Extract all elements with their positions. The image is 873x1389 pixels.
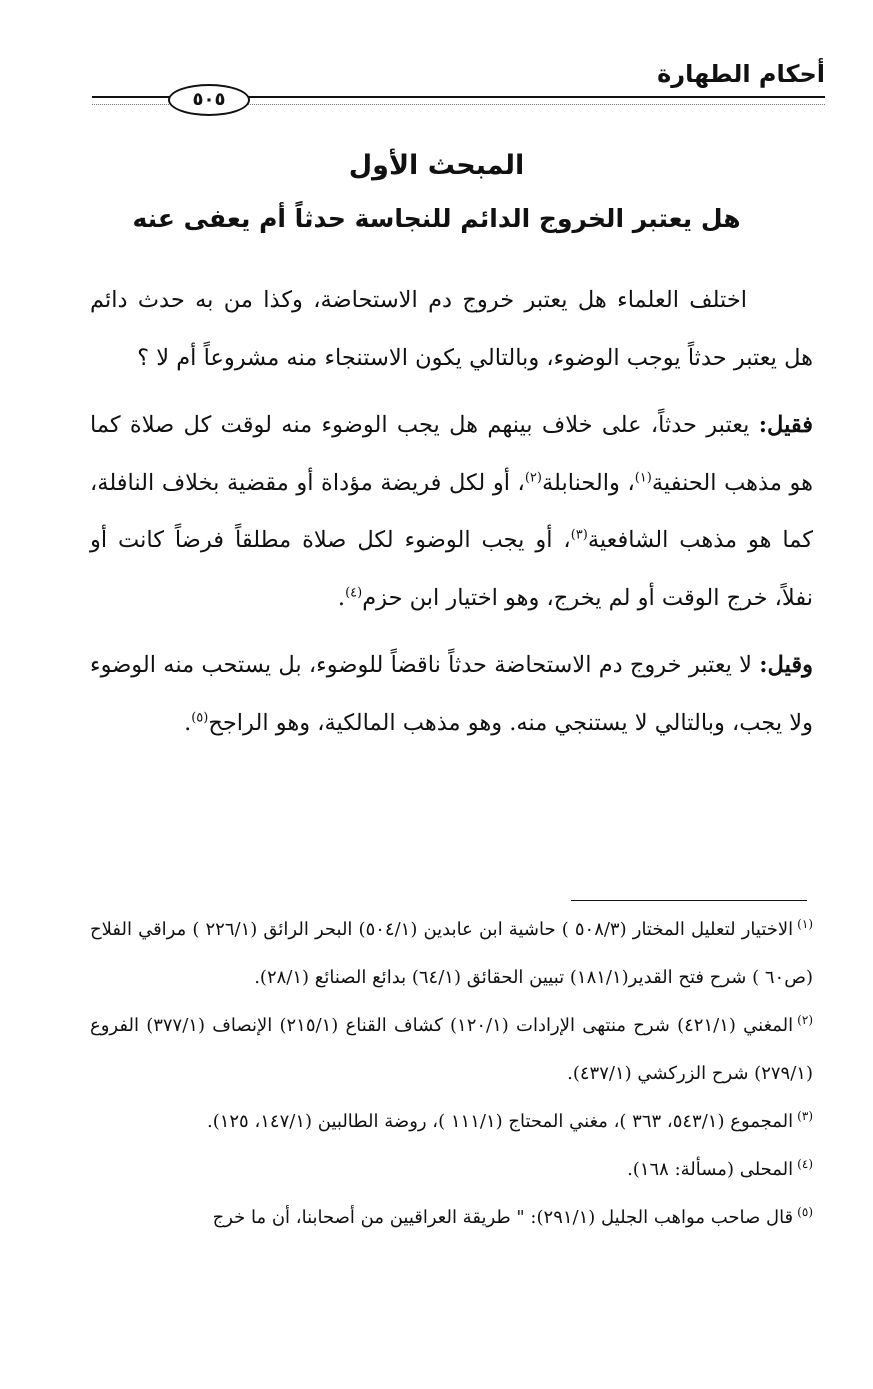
footnote-ref[interactable]: (٢) [524, 470, 542, 485]
footnote [90, 1098, 813, 1146]
opinion-lead: وقيل: [759, 652, 813, 678]
paragraph-first-opinion [90, 397, 813, 627]
footnote [90, 1194, 813, 1242]
footnote-ref[interactable]: (١) [634, 470, 652, 485]
footnote-ref[interactable]: (٤) [345, 585, 363, 600]
footnote-number: (١) [797, 917, 813, 931]
paragraph-intro: اختلف العلماء هل يعتبر خروج دم الاستحاضة، وكذا من به حدث دائم هل يعتبر حدثاً يوجب الوضوء، وبالتالي يكون الاستنجاء منه مشروعاً أم لا ؟ [90, 287, 813, 371]
footnote-text: قال صاحب مواهب الجليل (٢٩١/١): " طريقة العراقيين من أصحابنا، أن ما خرج [212, 1207, 794, 1228]
paragraph-text: ، أو يجب الوضوء لكل صلاة مطلقاً فرضاً كانت أو نفلاً، خرج الوقت أو لم يخرج، وهو اختيار ابن حزم [90, 527, 813, 611]
footnote [90, 906, 813, 1002]
paragraph-text: لا يعتبر خروج دم الاستحاضة حدثاً ناقضاً للوضوء، بل يستحب منه الوضوء ولا يجب، وبالتالي لا يستنجي منه. وهو مذهب المالكية، وهو الراجح [90, 652, 813, 736]
paragraph-second-opinion [90, 637, 813, 752]
section-title: المبحث الأول [348, 150, 525, 181]
footnote-text: المحلى (مسألة: ١٦٨). [627, 1159, 794, 1180]
running-title: أحكام الطهارة [657, 60, 825, 88]
footnote-number: (٤) [797, 1157, 813, 1171]
footnote [90, 1002, 813, 1098]
footnote-text: الاختيار لتعليل المختار (٥٠٨/٣ ) حاشية ابن عابدين (٥٠٤/١) البحر الرائق (٢٢٦/١ ) مراقي الفلاح (ص٦٠ ) شرح فتح القدير(١٨١/١) تبيين الحقائق (٦٤/١) بدائع الصنائع (٢٨/١). [90, 919, 813, 988]
body-text [90, 272, 813, 762]
footnote-number: (٥) [797, 1205, 813, 1219]
paragraph-text: . [184, 709, 192, 736]
paragraph-text: ، والحنابلة [541, 469, 635, 496]
footnote-number: (٣) [797, 1109, 813, 1123]
footnote-text: المغني (٤٢١/١) شرح منتهى الإرادات (١٢٠/١) كشاف القناع (٢١٥/١) الإنصاف (٣٧٧/١) الفروع (٢٧٩/١) شرح الزركشي (٤٣٧/١). [90, 1015, 813, 1084]
footnote-separator [571, 900, 807, 901]
footnote-ref[interactable]: (٥) [191, 710, 209, 725]
footnote-ref[interactable]: (٣) [570, 527, 588, 543]
footnote-number: (٢) [797, 1013, 813, 1027]
paragraph-text: يعتبر حدثاً، على خلاف بينهم هل يجب الوضوء منه لوقت كل صلاة كما هو مذهب الحنفية [90, 412, 813, 496]
page-number: ٥٠٥ [168, 84, 250, 116]
opinion-lead: فقيل: [758, 412, 813, 438]
paragraph-text: . [337, 584, 346, 611]
section-subtitle: هل يعتبر الخروج الدائم للنجاسة حدثاً أم يعفى عنه [132, 204, 741, 233]
footnote [90, 1146, 813, 1194]
paragraph-text: ، أو لكل فريضة مؤداة أو مقضية بخلاف النافلة، كما هو مذهب الشافعية [90, 469, 814, 553]
footnotes [90, 906, 813, 1242]
footnote-text: المجموع (٥٤٣/١، ٣٦٣ )، مغني المحتاج (١١١/١ )، روضة الطالبين (١٤٧/١، ١٢٥). [206, 1111, 794, 1132]
